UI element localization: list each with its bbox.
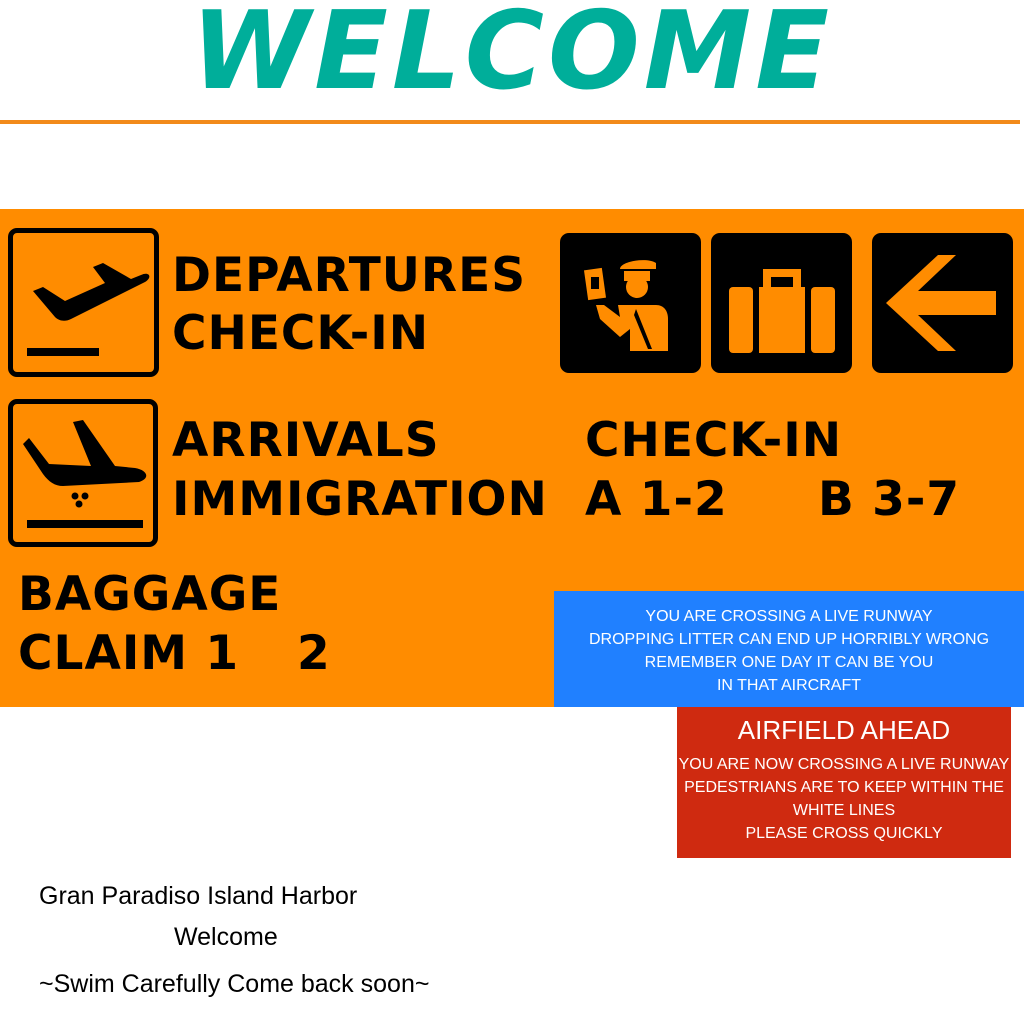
checkin-zone-b: B 3-7 [818,472,961,527]
departures-label: DEPARTURES [172,248,527,303]
airfield-ahead-notice [677,707,1011,858]
notice-line: PEDESTRIANS ARE TO KEEP WITHIN THE [684,779,1004,796]
baggage-icon [711,233,852,373]
immigration-label: IMMIGRATION [172,472,548,527]
passport-control-icon [560,233,701,373]
footer-welcome: Welcome [174,923,278,951]
notice-line: REMEMBER ONE DAY IT CAN BE YOU [644,654,934,671]
airplane-arrival-icon [8,399,158,547]
footer-farewell: ~Swim Carefully Come back soon~ [39,970,430,998]
arrivals-label: ARRIVALS [172,413,440,468]
welcome-title: WELCOME [190,0,834,114]
checkin-zone-title: CHECK-IN [585,413,843,468]
baggage-claim-2: 2 [297,626,331,681]
checkin-zone-a: A 1-2 [585,472,728,527]
notice-line: WHITE LINES [792,802,896,819]
notice-line: PLEASE CROSS QUICKLY [745,825,943,842]
airfield-ahead-heading: AIRFIELD AHEAD [737,715,951,745]
airplane-departure-icon [8,228,159,377]
notice-line: YOU ARE CROSSING A LIVE RUNWAY [645,608,933,625]
baggage-claim-label: CLAIM 1 [18,626,240,681]
litter-notice [554,591,1024,707]
notice-line: DROPPING LITTER CAN END UP HORRIBLY WRONG [588,631,990,648]
baggage-label: BAGGAGE [18,567,282,622]
harbor-name: Gran Paradiso Island Harbor [39,882,358,910]
header-divider [0,120,1020,124]
notice-line: YOU ARE NOW CROSSING A LIVE RUNWAY [678,756,1010,773]
departures-checkin-label: CHECK-IN [172,306,430,361]
notice-line: IN THAT AIRCRAFT [716,677,861,694]
arrow-left-icon [872,233,1013,373]
